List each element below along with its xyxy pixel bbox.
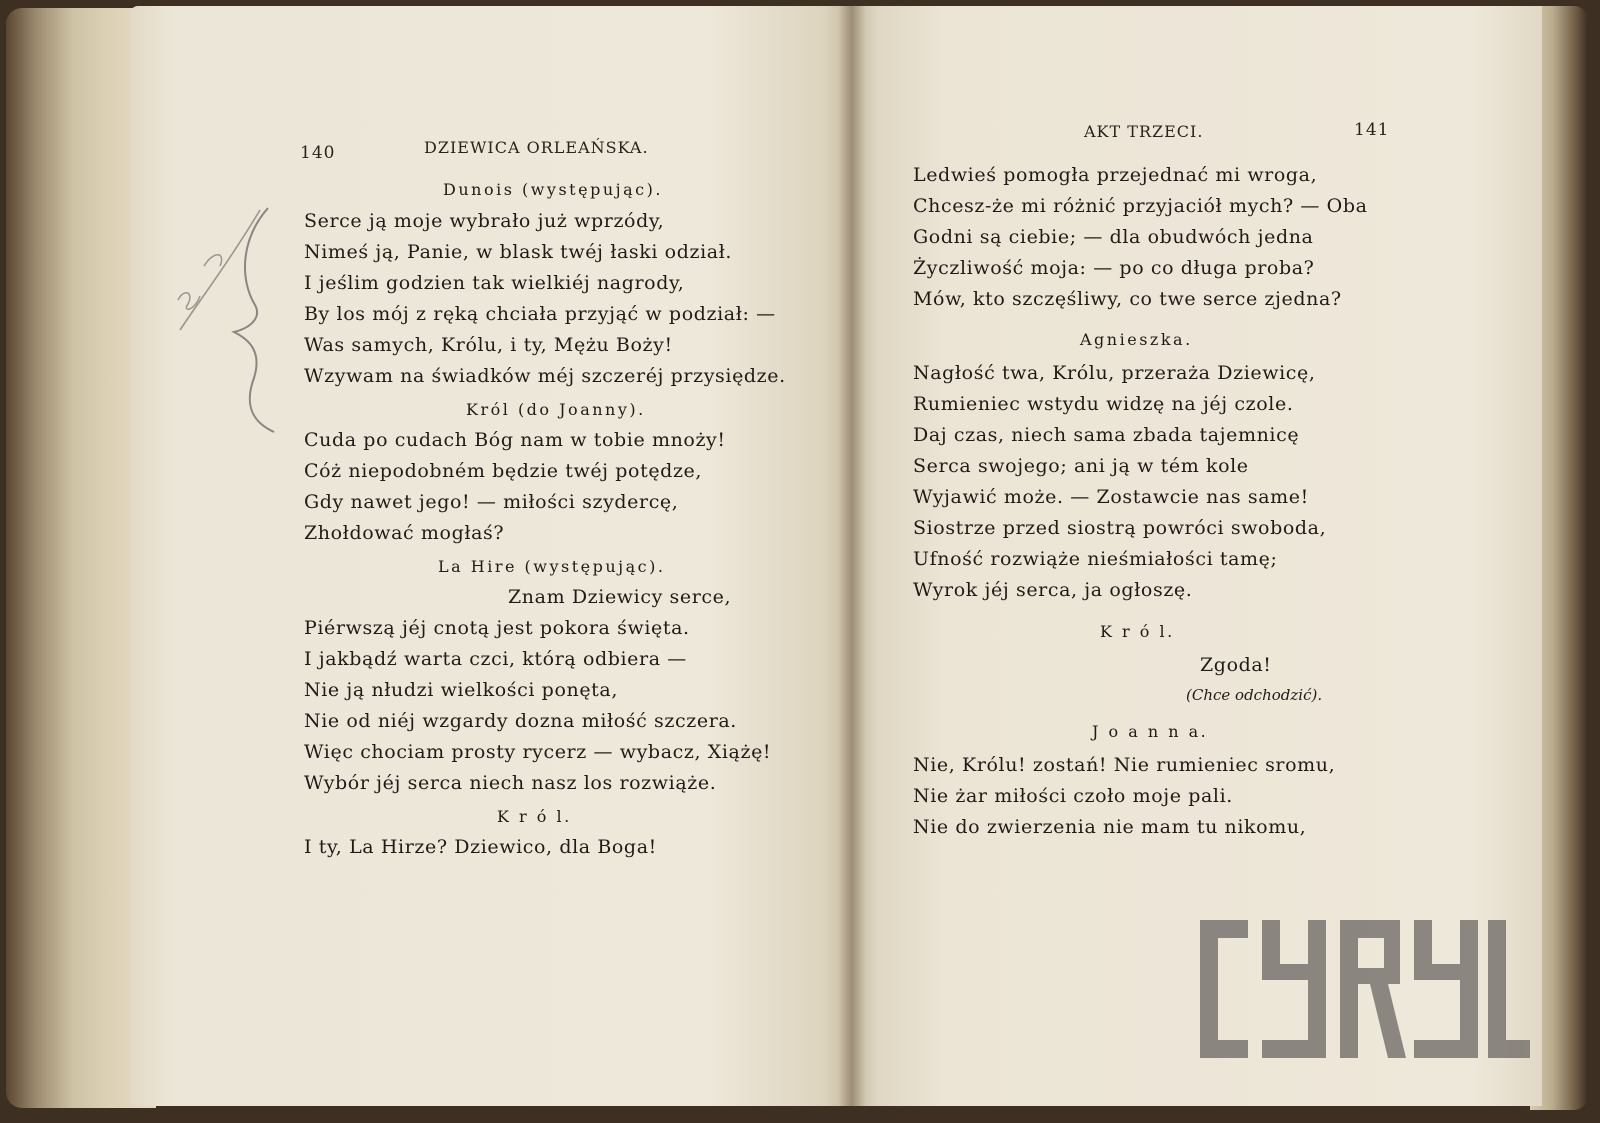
verse-line: Chcesz-że mi różnić przyjaciół mych? — Oba — [913, 195, 1368, 217]
speaker-dunois: Dunois (występując). — [443, 180, 663, 199]
verse-line: Nie, Królu! zostań! Nie rumieniec sromu, — [913, 754, 1336, 776]
verse-line: Wybór jéj serca niech nasz los rozwiąże. — [304, 772, 717, 794]
verse-line: Gdy nawet jego! — miłości szydercę, — [304, 491, 679, 513]
cyryl-watermark-logo — [1200, 912, 1530, 1062]
verse-line: Życzliwość moja: — po co długa proba? — [913, 257, 1315, 279]
verse-line: Was samych, Królu, i ty, Mężu Boży! — [304, 334, 673, 356]
verse-line: Wzywam na świadków méj szczeréj przysiędze. — [304, 365, 786, 387]
right-running-head: AKT TRZECI. — [1084, 122, 1204, 141]
verse-line: Siostrze przed siostrą powróci swoboda, — [913, 517, 1327, 539]
verse-line: Nie od niéj wzgardy dozna miłość szczera. — [304, 710, 737, 732]
verse-line: Serce ją moje wybrało już wprzódy, — [304, 210, 665, 232]
left-running-head: DZIEWICA ORLEAŃSKA. — [424, 138, 649, 157]
verse-line: Ledwieś pomogła przejednać mi wroga, — [913, 164, 1318, 186]
speaker-krol: K r ó l. — [497, 807, 572, 826]
verse-line: By los mój z ręką chciała przyjąć w podział: — — [304, 303, 776, 325]
right-page-number: 141 — [1354, 120, 1390, 140]
speaker-krol: K r ó l. — [1100, 622, 1175, 641]
pencil-bracket-mark — [170, 200, 290, 440]
verse-line: Daj czas, niech sama zbada tajemnicę — [913, 424, 1300, 446]
speaker-agnieszka: Agnieszka. — [1080, 330, 1193, 349]
left-page — [130, 6, 852, 1106]
verse-line: Godni są ciebie; — dla obudwóch jedna — [913, 226, 1314, 248]
stage-direction: (Chce odchodzić). — [1186, 686, 1323, 704]
verse-line: Cóż niepodobném będzie twéj potędze, — [304, 460, 703, 482]
verse-line: Nagłość twa, Królu, przeraża Dziewicę, — [913, 362, 1316, 384]
verse-line: Nie do zwierzenia nie mam tu nikomu, — [913, 816, 1307, 838]
verse-line: I jakbądź warta czci, którą odbiera — — [304, 648, 687, 670]
verse-line: I jeślim godzien tak wielkiéj nagrody, — [304, 272, 685, 294]
verse-line: Nimeś ją, Panie, w blask twéj łaski odział. — [304, 241, 733, 263]
verse-line: Wyjawić może. — Zostawcie nas same! — [913, 486, 1309, 508]
verse-line: I ty, La Hirze? Dziewico, dla Boga! — [304, 836, 657, 858]
book-gutter — [838, 6, 866, 1106]
verse-line: Serca swojego; ani ją w tém kole — [913, 455, 1249, 477]
verse-line: Mów, kto szczęśliwy, co twe serce zjedna? — [913, 288, 1342, 310]
verse-line: Znam Dziewicy serce, — [508, 586, 732, 608]
verse-line: Zhołdować mogłaś? — [304, 522, 505, 544]
verse-line: Cuda po cudach Bóg nam w tobie mnoży! — [304, 429, 726, 451]
verse-line: Piérwszą jéj cnotą jest pokora święta. — [304, 617, 690, 639]
verse-line: Nie ją nłudzi wielkości ponęta, — [304, 679, 618, 701]
verse-line: Ufność rozwiąże nieśmiałości tamę; — [913, 548, 1278, 570]
verse-line: Nie żar miłości czoło moje pali. — [913, 785, 1233, 807]
speaker-joanna: J o a n n a. — [1092, 722, 1209, 741]
speaker-krol: Król (do Joanny). — [466, 400, 646, 419]
left-page-number: 140 — [300, 143, 336, 163]
verse-line: Rumieniec wstydu widzę na jéj czole. — [913, 393, 1294, 415]
verse-line: Więc chociam prosty rycerz — wybacz, Xiążę! — [304, 741, 772, 763]
verse-line: Zgoda! — [1200, 654, 1272, 676]
verse-line: Wyrok jéj serca, ja ogłoszę. — [913, 579, 1193, 601]
speaker-la-hire: La Hire (występując). — [438, 557, 666, 576]
